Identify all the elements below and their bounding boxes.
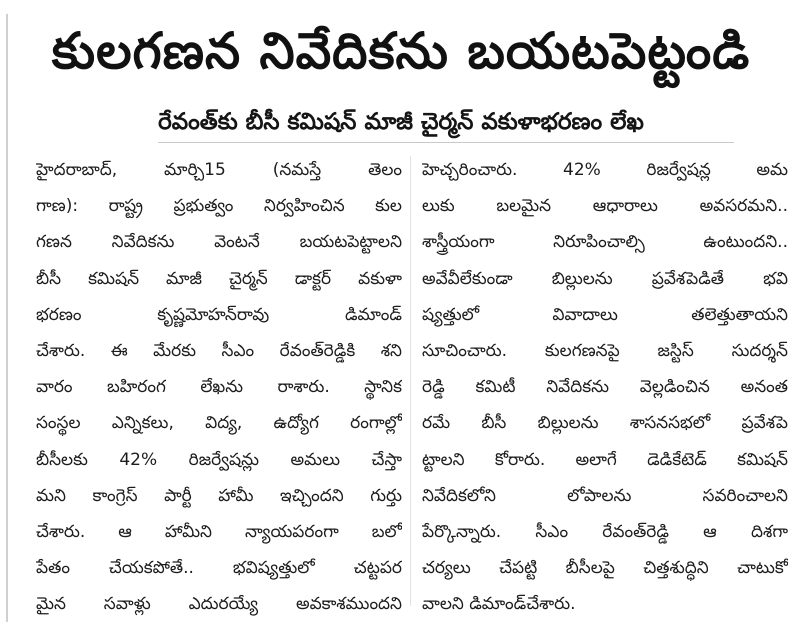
body-line: వాలని డిమాండ్‌చేశారు. xyxy=(422,594,576,615)
body-line: చేశారు. ఈ మేరకు సీఎం రేవంత్‌రెడ్డికి శని xyxy=(36,340,402,361)
body-line: బీసీ కమిషన్ మాజీ చైర్మన్ డాక్టర్ వకుళా xyxy=(36,268,402,289)
body-line: ష్యత్తులో వివాదాలు తలెత్తుతాయని xyxy=(422,304,788,325)
body-line: గాణ): రాష్ట్ర ప్రభుత్వం నిర్వహించిన కుల xyxy=(36,196,402,217)
body-line: లుకు బలమైన ఆధారాలు అవసరమని.. xyxy=(422,196,788,217)
article-subheadline: రేవంత్‌కు బీసీ కమిషన్ మాజీ చైర్మన్ వకుళాభరణం లేఖ xyxy=(158,109,644,135)
article-headline: కులగణన నివేదికను బయటపెట్టండి xyxy=(51,22,751,80)
body-line: శాస్త్రీయంగా నిరూపించాల్సి ఉంటుందని.. xyxy=(422,232,788,253)
body-line: హైదరాబాద్, మార్చి15 (నమస్తే తెలం xyxy=(36,160,402,180)
column-divider xyxy=(410,156,411,606)
body-line: నివేదికలోని లోపాలను సవరించాలని xyxy=(422,485,788,506)
body-line: గణన నివేదికను వెంటనే బయటపెట్టాలని xyxy=(36,232,402,253)
body-line: పేర్కొన్నారు. సీఎం రేవంత్‌రెడ్డి ఆ దిశగా xyxy=(422,521,788,542)
body-line: పేతం చేయకపోతే.. భవిష్యత్తులో చట్టపర xyxy=(36,558,402,579)
body-line: సంస్థల ఎన్నికలు, విద్య, ఉద్యోగ రంగాల్లో xyxy=(36,413,402,434)
body-line: మని కాంగ్రెస్ పార్టీ హామీ ఇచ్చిందని గుర్తు xyxy=(36,485,402,506)
body-line: చర్యలు చేపట్టి బీసీలపై చిత్తశుద్ధిని చాటుకో xyxy=(422,558,788,579)
subheadline-rule xyxy=(158,142,734,143)
body-line: హెచ్చరించారు. 42% రిజర్వేషన్ల అమ xyxy=(422,160,788,180)
body-line: భరణం కృష్ణమోహన్‌రావు డిమాండ్ xyxy=(36,304,402,325)
article-column-left xyxy=(36,152,402,622)
newspaper-clipping xyxy=(6,14,794,622)
body-line: అవేవీలేకుండా బిల్లులను ప్రవేశపెడితే భవి xyxy=(422,268,788,289)
body-line: ట్టాలని కోరారు. అలాగే డెడికేటెడ్ కమిషన్ xyxy=(422,449,788,470)
article-column-right xyxy=(422,152,788,622)
body-line: బీసీలకు 42% రిజర్వేషన్లు అమలు చేస్తా xyxy=(36,449,402,470)
body-line: వారం బహిరంగ లేఖను రాశారు. స్థానిక xyxy=(36,377,402,398)
body-line: రెడ్డి కమిటీ నివేదికను వెల్లడించిన అనంత xyxy=(422,377,788,398)
body-line: రమే బీసీ బిల్లులను శాసనసభలో ప్రవేశపె xyxy=(422,413,788,434)
body-line: చేశారు. ఆ హామీని న్యాయపరంగా బలో xyxy=(36,521,402,542)
body-line: సూచించారు. కులగణనపై జస్టిస్ సుదర్శన్ xyxy=(422,340,788,361)
body-line: మైన సవాళ్లు ఎదురయ్యే అవకాశముందని xyxy=(36,594,402,615)
